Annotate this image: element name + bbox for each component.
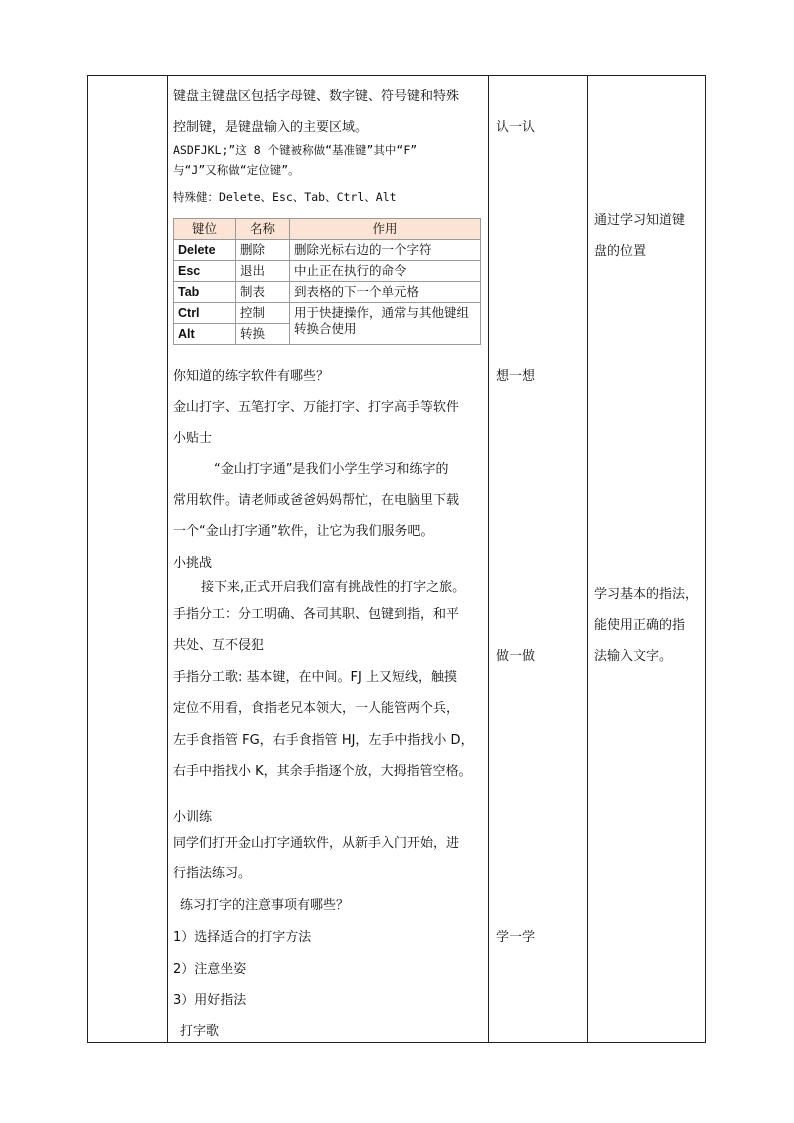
tips-line-3: 一个“金山打字通”软件，让它为我们服务吧。 (173, 524, 434, 539)
key-cell: Alt (174, 324, 236, 345)
table-row (174, 240, 481, 261)
software-list: 金山打字、五笔打字、万能打字、打字高手等软件 (173, 400, 460, 415)
key-table-header (174, 219, 481, 240)
question-software: 你知道的练字软件有哪些？ (173, 369, 330, 384)
activity-learn: 学一学 (496, 930, 536, 945)
tips-title: 小贴士 (173, 431, 213, 446)
intro-line-1: 键盘主键盘区包括字母键、数字键、符号键和特殊 (173, 89, 460, 104)
challenge-title: 小挑战 (173, 556, 213, 571)
key-cell: Esc (174, 261, 236, 282)
training-line-1: 同学们打开金山打字通软件，从新手入门开始，进 (173, 836, 460, 851)
key-cell: Ctrl (174, 303, 236, 324)
home-row-line-1: ASDFJKL;”这 8 个键被称做“基准键”其中“F” (173, 143, 418, 157)
goal-1-line-2: 盘的位置 (594, 244, 647, 259)
header-key: 键位 (174, 219, 236, 240)
key-cell: Delete (174, 240, 236, 261)
intro-line-2: 控制键，是键盘输入的主要区域。 (173, 120, 369, 135)
table-row (174, 282, 481, 303)
goal-1-line-1: 通过学习知道键 (594, 213, 686, 228)
finger-division-line-1: 手指分工：分工明确、各司其职、包键到指，和平 (173, 607, 460, 622)
note-item-3: 3）用好指法 (173, 993, 247, 1008)
table-row (174, 303, 481, 324)
notes-question: 练习打字的注意事项有哪些？ (180, 898, 350, 913)
name-cell: 退出 (236, 261, 290, 282)
activity-think: 想一想 (496, 369, 536, 384)
column-divider-3 (587, 75, 588, 1043)
function-cell: 中止正在执行的命令 (290, 261, 481, 282)
name-cell: 控制 (236, 303, 290, 324)
training-line-2: 行指法练习。 (173, 866, 252, 881)
goal-2-line-1: 学习基本的指法， (594, 587, 699, 602)
training-title: 小训练 (173, 810, 213, 825)
home-row-line-2: 与“J”又称做“定位键”。 (173, 163, 300, 177)
finger-division-line-2: 共处、互不侵犯 (173, 638, 265, 653)
note-item-1: 1）选择适合的打字方法 (173, 930, 312, 945)
challenge-line: 接下来,正式开启我们富有挑战性的打字之旅。 (201, 580, 466, 595)
finger-song-line-2: 定位不用看，食指老兄本领大，一人能管两个兵， (173, 701, 460, 716)
goal-2-line-3: 法输入文字。 (594, 649, 673, 664)
name-cell: 制表 (236, 282, 290, 303)
finger-song-line-3: 左手食指管 FG，右手食指管 HJ，左手中指找小 D， (173, 733, 474, 748)
table-row (174, 261, 481, 282)
column-divider-1 (167, 75, 168, 1043)
tips-line-1: “金山打字通”是我们小学生学习和练字的 (214, 462, 449, 477)
finger-song-line-4: 右手中指找小 K，其余手指逐个放，大拇指管空格。 (173, 764, 472, 779)
name-cell: 转换 (236, 324, 290, 345)
column-divider-2 (488, 75, 489, 1043)
typing-song-title: 打字歌 (180, 1024, 220, 1039)
note-item-2: 2）注意坐姿 (173, 962, 247, 977)
tips-line-2: 常用软件。请老师或爸爸妈妈帮忙，在电脑里下载 (173, 493, 460, 508)
function-cell: 用于快捷操作，通常与其他键组转换合使用 (290, 303, 481, 345)
goal-2-line-2: 能使用正确的指 (594, 618, 686, 633)
name-cell: 删除 (236, 240, 290, 261)
key-cell: Tab (174, 282, 236, 303)
finger-song-line-1: 手指分工歌: 基本键，在中间。FJ 上又短线，触摸 (173, 670, 457, 685)
activity-do: 做一做 (496, 649, 536, 664)
header-name: 名称 (236, 219, 290, 240)
activity-recognize: 认一认 (496, 120, 536, 135)
function-cell: 到表格的下一个单元格 (290, 282, 481, 303)
special-keys-line: 特殊健：Delete、Esc、Tab、Ctrl、Alt (173, 190, 397, 204)
function-cell: 删除光标右边的一个字符 (290, 240, 481, 261)
key-function-table (173, 218, 481, 345)
header-function: 作用 (290, 219, 481, 240)
